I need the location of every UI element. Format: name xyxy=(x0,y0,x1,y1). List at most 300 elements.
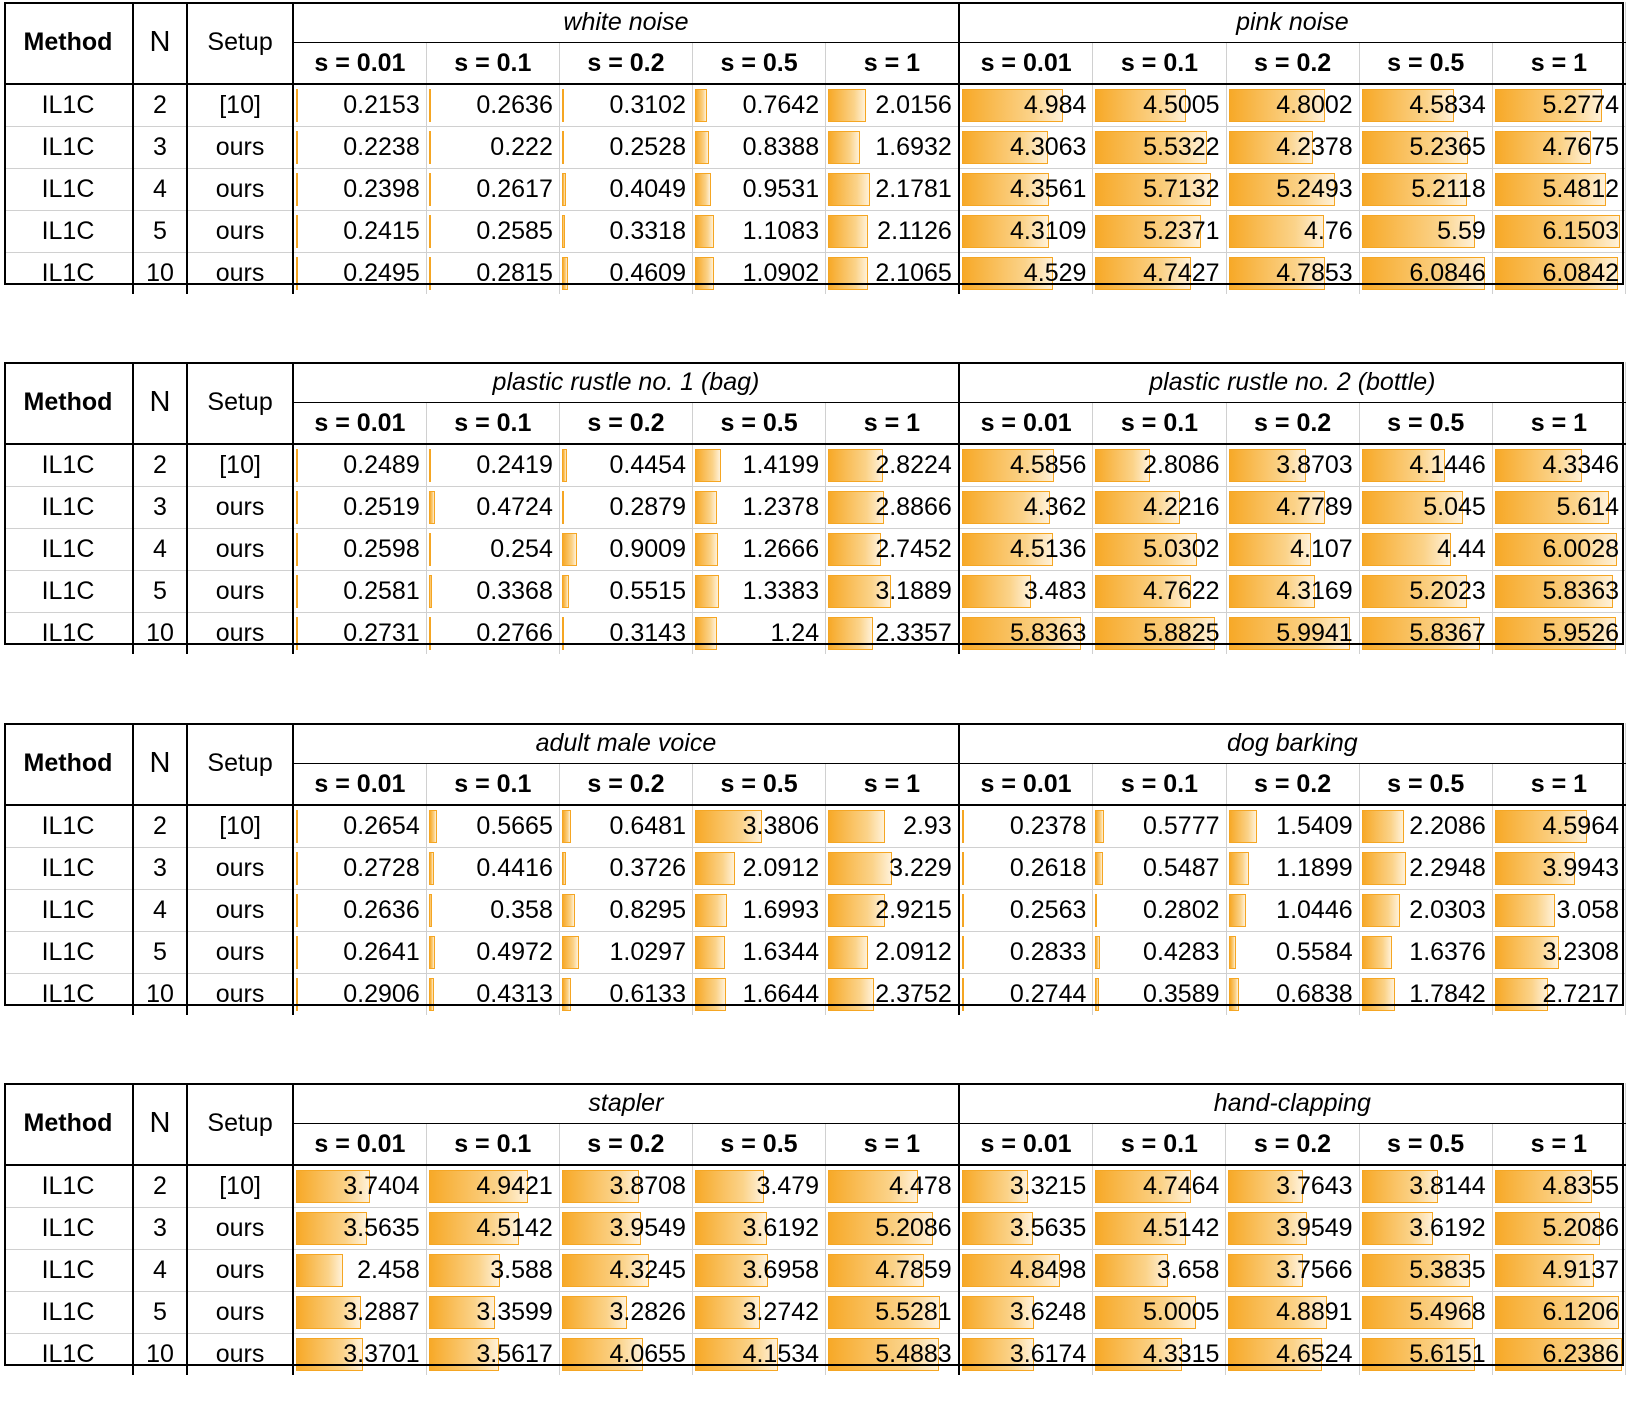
data-bar xyxy=(1095,894,1097,927)
setup-cell: [10] xyxy=(187,1165,293,1208)
value-text: 1.7842 xyxy=(1409,980,1486,1008)
value-text: 5.5322 xyxy=(1143,133,1220,161)
value-cell xyxy=(692,211,825,253)
value-cell xyxy=(293,848,426,890)
value-text: 6.0846 xyxy=(1409,259,1486,287)
value-text: 4.1446 xyxy=(1409,451,1486,479)
value-cell xyxy=(559,848,692,890)
value-text: 4.529 xyxy=(1023,259,1087,287)
data-bar xyxy=(429,533,431,566)
value-cell xyxy=(293,487,426,529)
value-text: 4.5142 xyxy=(476,1214,553,1242)
group-header: plastic rustle no. 1 (bag) xyxy=(293,362,959,403)
setup-header: Setup xyxy=(187,1083,293,1165)
data-bar xyxy=(1362,978,1395,1011)
value-text: 0.2641 xyxy=(343,938,420,966)
value-cell xyxy=(1226,529,1359,571)
n-header: N xyxy=(133,362,187,444)
data-bar xyxy=(962,852,964,885)
scale-header: s = 0.01 xyxy=(293,403,426,445)
data-bar xyxy=(828,852,891,885)
value-text: 4.7789 xyxy=(1276,493,1353,521)
table-row xyxy=(4,127,1626,169)
value-cell xyxy=(426,529,559,571)
table-row xyxy=(4,613,1626,655)
value-text: 0.6133 xyxy=(609,980,686,1008)
value-text: 5.4812 xyxy=(1542,175,1619,203)
value-cell xyxy=(293,253,426,295)
value-text: 4.7427 xyxy=(1143,259,1220,287)
value-cell xyxy=(1093,529,1226,571)
group-header: white noise xyxy=(293,2,959,43)
value-cell xyxy=(426,253,559,295)
value-cell xyxy=(559,487,692,529)
n-cell: 2 xyxy=(133,805,187,848)
value-cell xyxy=(1226,848,1359,890)
value-text: 3.7404 xyxy=(343,1172,420,1200)
setup-cell: ours xyxy=(187,487,293,529)
data-bar xyxy=(962,978,964,1011)
value-cell xyxy=(1359,805,1492,848)
value-cell xyxy=(559,1292,692,1334)
value-text: 3.6248 xyxy=(1009,1298,1087,1326)
scale-header: s = 0.1 xyxy=(1093,43,1226,85)
value-text: 5.8367 xyxy=(1409,619,1486,647)
value-text: 4.3245 xyxy=(609,1256,686,1284)
data-bar xyxy=(296,617,298,650)
value-text: 3.658 xyxy=(1156,1256,1220,1284)
value-text: 1.24 xyxy=(770,619,820,647)
value-cell xyxy=(692,1208,825,1250)
method-cell: IL1C xyxy=(4,890,133,932)
n-cell: 4 xyxy=(133,1250,187,1292)
value-cell xyxy=(1226,211,1359,253)
value-text: 4.7853 xyxy=(1276,259,1353,287)
value-cell xyxy=(559,211,692,253)
scale-header: s = 0.2 xyxy=(1226,43,1359,85)
value-cell xyxy=(692,1292,825,1334)
table-row xyxy=(4,932,1626,974)
value-text: 1.1083 xyxy=(742,217,820,245)
value-cell xyxy=(559,1334,692,1376)
value-cell xyxy=(959,890,1093,932)
value-cell xyxy=(426,1334,559,1376)
value-text: 0.2833 xyxy=(1009,938,1087,966)
data-bar xyxy=(562,894,575,927)
value-cell xyxy=(559,890,692,932)
value-text: 4.5142 xyxy=(1142,1214,1220,1242)
value-cell xyxy=(959,571,1093,613)
value-text: 3.2826 xyxy=(609,1298,686,1326)
value-cell xyxy=(1359,1334,1492,1376)
method-cell: IL1C xyxy=(4,211,133,253)
value-cell xyxy=(559,1165,692,1208)
value-cell xyxy=(826,444,959,487)
value-cell xyxy=(692,848,825,890)
scale-header: s = 0.5 xyxy=(1359,43,1492,85)
value-text: 2.3752 xyxy=(875,980,952,1008)
data-bar xyxy=(828,215,868,248)
value-text: 4.984 xyxy=(1023,91,1087,119)
data-bar xyxy=(1229,936,1237,969)
value-cell xyxy=(1226,253,1359,295)
value-cell xyxy=(1226,932,1359,974)
setup-header: Setup xyxy=(187,362,293,444)
scale-header: s = 1 xyxy=(1492,764,1625,806)
n-cell: 10 xyxy=(133,613,187,655)
data-bar xyxy=(296,215,298,248)
value-cell xyxy=(959,974,1093,1016)
value-text: 2.8086 xyxy=(1143,451,1220,479)
value-cell xyxy=(426,487,559,529)
value-cell xyxy=(1359,444,1492,487)
scale-header: s = 0.1 xyxy=(426,764,559,806)
value-text: 5.3835 xyxy=(1409,1256,1486,1284)
value-text: 2.7452 xyxy=(875,535,952,563)
value-cell xyxy=(293,444,426,487)
data-bar xyxy=(296,491,298,524)
value-text: 4.9137 xyxy=(1542,1256,1619,1284)
value-cell xyxy=(692,890,825,932)
value-text: 0.2815 xyxy=(476,259,553,287)
n-cell: 5 xyxy=(133,932,187,974)
table-row xyxy=(4,890,1626,932)
table-row xyxy=(4,1165,1626,1208)
value-cell xyxy=(826,84,959,127)
value-text: 4.8498 xyxy=(1009,1256,1087,1284)
value-text: 0.9009 xyxy=(609,535,686,563)
value-cell xyxy=(1492,529,1625,571)
scale-header: s = 0.1 xyxy=(1093,403,1226,445)
value-cell xyxy=(1093,169,1226,211)
value-cell xyxy=(293,1292,426,1334)
value-text: 0.2495 xyxy=(343,259,420,287)
value-text: 5.2365 xyxy=(1409,133,1486,161)
value-cell xyxy=(293,1250,426,1292)
table-row xyxy=(4,84,1626,127)
value-text: 4.6524 xyxy=(1276,1340,1353,1368)
data-bar xyxy=(296,257,298,290)
setup-header: Setup xyxy=(187,723,293,805)
setup-cell: ours xyxy=(187,211,293,253)
value-cell xyxy=(1492,613,1625,655)
value-text: 4.7675 xyxy=(1542,133,1619,161)
value-text: 5.5281 xyxy=(875,1298,952,1326)
value-cell xyxy=(426,805,559,848)
data-bar xyxy=(1095,852,1103,885)
value-cell xyxy=(1226,169,1359,211)
value-text: 0.2744 xyxy=(1009,980,1087,1008)
value-text: 3.7643 xyxy=(1276,1172,1353,1200)
value-cell xyxy=(692,169,825,211)
value-cell xyxy=(426,211,559,253)
value-text: 4.8891 xyxy=(1276,1298,1353,1326)
scale-header: s = 0.1 xyxy=(426,403,559,445)
value-cell xyxy=(293,1165,426,1208)
value-cell xyxy=(293,211,426,253)
value-text: 3.8708 xyxy=(609,1172,686,1200)
method-header: Method xyxy=(4,2,133,84)
value-text: 4.478 xyxy=(889,1172,952,1200)
method-cell: IL1C xyxy=(4,84,133,127)
data-bar xyxy=(562,491,564,524)
method-cell: IL1C xyxy=(4,1208,133,1250)
data-bar xyxy=(695,491,717,524)
value-text: 1.6344 xyxy=(742,938,820,966)
setup-cell: ours xyxy=(187,1334,293,1376)
value-text: 0.254 xyxy=(490,535,553,563)
value-cell xyxy=(426,571,559,613)
method-cell: IL1C xyxy=(4,1165,133,1208)
value-cell xyxy=(959,805,1093,848)
method-cell: IL1C xyxy=(4,805,133,848)
value-cell xyxy=(692,974,825,1016)
data-bar xyxy=(695,533,718,566)
value-cell xyxy=(959,1208,1093,1250)
results-table xyxy=(4,2,1626,294)
data-bar xyxy=(962,575,1031,608)
value-cell xyxy=(692,1165,825,1208)
value-cell xyxy=(1359,487,1492,529)
value-text: 0.2563 xyxy=(1009,896,1087,924)
scale-header: s = 0.5 xyxy=(692,1124,825,1166)
value-text: 1.5409 xyxy=(1276,812,1353,840)
value-text: 4.7622 xyxy=(1143,577,1220,605)
data-bar xyxy=(828,257,868,290)
value-cell xyxy=(426,848,559,890)
value-cell xyxy=(1226,805,1359,848)
value-cell xyxy=(1093,848,1226,890)
value-text: 5.2774 xyxy=(1542,91,1619,119)
value-text: 2.8866 xyxy=(875,493,952,521)
value-text: 5.2086 xyxy=(1542,1214,1619,1242)
value-cell xyxy=(959,211,1093,253)
table-row xyxy=(4,529,1626,571)
value-cell xyxy=(826,805,959,848)
value-text: 5.2493 xyxy=(1276,175,1353,203)
data-bar xyxy=(562,449,567,482)
value-text: 3.3701 xyxy=(343,1340,420,1368)
value-text: 5.8363 xyxy=(1542,577,1619,605)
data-bar xyxy=(1095,936,1100,969)
value-cell xyxy=(1359,211,1492,253)
value-cell xyxy=(1093,613,1226,655)
value-text: 4.107 xyxy=(1290,535,1353,563)
data-bar xyxy=(1095,810,1103,843)
value-cell xyxy=(959,127,1093,169)
value-cell xyxy=(1359,84,1492,127)
value-text: 6.0842 xyxy=(1542,259,1619,287)
scale-header: s = 0.2 xyxy=(559,1124,692,1166)
data-bar xyxy=(429,491,435,524)
value-text: 3.6192 xyxy=(1409,1214,1486,1242)
value-cell xyxy=(1093,487,1226,529)
value-text: 5.0302 xyxy=(1143,535,1220,563)
setup-header: Setup xyxy=(187,2,293,84)
setup-cell: ours xyxy=(187,1250,293,1292)
value-text: 1.6993 xyxy=(742,896,820,924)
n-cell: 2 xyxy=(133,84,187,127)
table-row xyxy=(4,1334,1626,1376)
data-bar xyxy=(1095,978,1099,1011)
data-bar xyxy=(562,810,572,843)
value-text: 0.8388 xyxy=(742,133,820,161)
value-text: 6.0028 xyxy=(1542,535,1619,563)
value-text: 0.9531 xyxy=(742,175,820,203)
value-cell xyxy=(1492,487,1625,529)
table-row xyxy=(4,1292,1626,1334)
value-cell xyxy=(1093,890,1226,932)
value-text: 3.6958 xyxy=(742,1256,820,1284)
value-cell xyxy=(1359,253,1492,295)
value-text: 1.2378 xyxy=(742,493,820,521)
value-text: 5.4883 xyxy=(875,1340,952,1368)
value-cell xyxy=(826,253,959,295)
value-cell xyxy=(959,169,1093,211)
table-row xyxy=(4,253,1626,295)
data-bar xyxy=(562,215,565,248)
value-cell xyxy=(426,1292,559,1334)
value-text: 2.0156 xyxy=(875,91,952,119)
scale-header: s = 0.2 xyxy=(1226,764,1359,806)
scale-header: s = 1 xyxy=(1492,1124,1625,1166)
data-bar xyxy=(296,575,298,608)
value-cell xyxy=(1492,848,1625,890)
value-cell xyxy=(1359,1208,1492,1250)
value-cell xyxy=(559,805,692,848)
value-cell xyxy=(559,932,692,974)
value-text: 4.0655 xyxy=(609,1340,686,1368)
data-bar xyxy=(828,131,859,164)
value-text: 4.44 xyxy=(1437,535,1486,563)
value-cell xyxy=(1226,444,1359,487)
data-bar xyxy=(828,810,885,843)
method-cell: IL1C xyxy=(4,1292,133,1334)
data-bar xyxy=(296,131,298,164)
value-cell xyxy=(826,127,959,169)
value-text: 4.2378 xyxy=(1276,133,1353,161)
method-cell: IL1C xyxy=(4,974,133,1016)
scale-header: s = 0.5 xyxy=(1359,1124,1492,1166)
value-text: 2.1065 xyxy=(875,259,952,287)
value-cell xyxy=(1226,127,1359,169)
value-cell xyxy=(1226,1208,1359,1250)
value-text: 4.76 xyxy=(1304,217,1353,245)
value-cell xyxy=(1492,932,1625,974)
value-cell xyxy=(1226,487,1359,529)
value-text: 0.2879 xyxy=(609,493,686,521)
value-text: 0.6838 xyxy=(1276,980,1353,1008)
method-cell: IL1C xyxy=(4,1250,133,1292)
value-cell xyxy=(559,444,692,487)
data-bar xyxy=(429,894,433,927)
value-text: 4.8002 xyxy=(1276,91,1353,119)
table-row xyxy=(4,848,1626,890)
value-cell xyxy=(1093,571,1226,613)
value-cell xyxy=(559,974,692,1016)
header-row xyxy=(4,1083,1626,1124)
value-cell xyxy=(1492,169,1625,211)
value-text: 5.2371 xyxy=(1143,217,1220,245)
value-cell xyxy=(1492,1292,1625,1334)
value-text: 4.3561 xyxy=(1009,175,1087,203)
value-text: 6.2386 xyxy=(1542,1340,1619,1368)
data-bar xyxy=(296,533,298,566)
method-cell: IL1C xyxy=(4,529,133,571)
value-cell xyxy=(1359,1292,1492,1334)
group-header: dog barking xyxy=(959,723,1626,764)
value-text: 4.8355 xyxy=(1542,1172,1619,1200)
value-text: 3.3599 xyxy=(476,1298,553,1326)
data-bar xyxy=(962,936,964,969)
value-cell xyxy=(1226,1292,1359,1334)
results-table xyxy=(4,723,1626,1015)
n-cell: 10 xyxy=(133,974,187,1016)
value-text: 2.3357 xyxy=(875,619,952,647)
value-text: 0.2906 xyxy=(343,980,420,1008)
value-text: 3.2742 xyxy=(742,1298,820,1326)
results-table xyxy=(4,362,1626,654)
value-cell xyxy=(426,127,559,169)
value-cell xyxy=(1359,613,1492,655)
data-bar xyxy=(828,617,873,650)
value-cell xyxy=(1226,613,1359,655)
value-cell xyxy=(692,84,825,127)
value-text: 5.614 xyxy=(1556,493,1619,521)
value-text: 2.2948 xyxy=(1409,854,1486,882)
value-cell xyxy=(1093,1165,1226,1208)
value-cell xyxy=(826,529,959,571)
value-text: 5.045 xyxy=(1423,493,1486,521)
data-bar xyxy=(828,89,866,122)
scale-header: s = 1 xyxy=(826,1124,959,1166)
value-text: 0.2802 xyxy=(1143,896,1220,924)
value-text: 6.1206 xyxy=(1542,1298,1619,1326)
method-cell: IL1C xyxy=(4,127,133,169)
data-bar xyxy=(429,89,431,122)
scale-header: s = 0.01 xyxy=(959,764,1093,806)
scale-header: s = 0.01 xyxy=(293,1124,426,1166)
scale-header: s = 0.2 xyxy=(1226,403,1359,445)
value-cell xyxy=(1492,211,1625,253)
method-header: Method xyxy=(4,1083,133,1165)
value-cell xyxy=(426,932,559,974)
value-cell xyxy=(1359,529,1492,571)
method-cell: IL1C xyxy=(4,571,133,613)
value-text: 3.588 xyxy=(490,1256,553,1284)
value-text: 3.3806 xyxy=(742,812,820,840)
value-cell xyxy=(826,890,959,932)
n-cell: 3 xyxy=(133,487,187,529)
value-cell xyxy=(1492,253,1625,295)
value-text: 0.2636 xyxy=(343,896,420,924)
value-cell xyxy=(826,1334,959,1376)
value-text: 3.8144 xyxy=(1409,1172,1486,1200)
value-text: 0.2654 xyxy=(343,812,420,840)
setup-cell: ours xyxy=(187,890,293,932)
value-text: 2.93 xyxy=(903,812,952,840)
value-text: 0.4454 xyxy=(609,451,686,479)
value-cell xyxy=(293,805,426,848)
value-text: 1.6644 xyxy=(742,980,820,1008)
value-text: 3.8703 xyxy=(1276,451,1353,479)
n-cell: 3 xyxy=(133,1208,187,1250)
data-bar xyxy=(296,173,298,206)
value-text: 3.6192 xyxy=(742,1214,820,1242)
scale-header: s = 0.1 xyxy=(426,1124,559,1166)
value-cell xyxy=(826,211,959,253)
value-text: 0.2728 xyxy=(343,854,420,882)
